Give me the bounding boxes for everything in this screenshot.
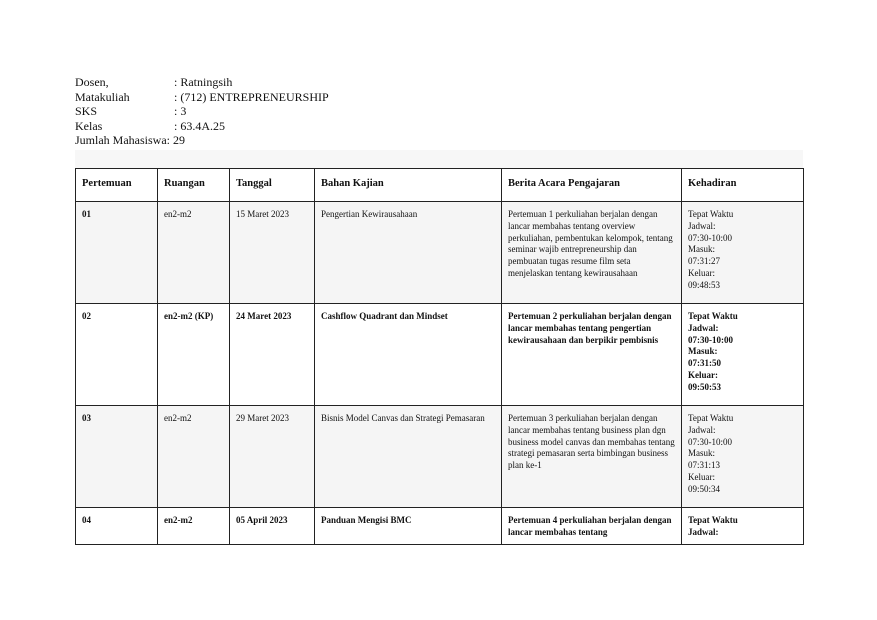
attendance-line: 07:30-10:00 bbox=[688, 436, 732, 447]
date: 15 Maret 2023 bbox=[230, 202, 315, 304]
table-row bbox=[76, 304, 804, 406]
info-row-credits bbox=[75, 104, 329, 119]
attendance-line: Masuk: bbox=[688, 448, 715, 459]
attendance-line: Tepat Waktu bbox=[688, 311, 738, 321]
info-value: : 29 bbox=[166, 133, 185, 148]
attendance-table bbox=[75, 168, 804, 545]
attendance bbox=[682, 202, 804, 304]
info-label: Kelas bbox=[75, 118, 103, 133]
attendance-line: Tepat Waktu bbox=[688, 515, 738, 525]
room: en2-m2 (KP) bbox=[158, 304, 230, 406]
room: en2-m2 bbox=[158, 202, 230, 304]
date: 24 Maret 2023 bbox=[230, 304, 315, 406]
info-label: Matakuliah bbox=[75, 89, 130, 104]
attendance bbox=[682, 304, 804, 406]
header-room: Ruangan bbox=[158, 169, 230, 202]
info-row-lecturer bbox=[75, 75, 329, 90]
info-value: : (712) ENTREPRENEURSHIP bbox=[174, 89, 329, 104]
info-row-course bbox=[75, 90, 329, 105]
attendance-line: 07:31:13 bbox=[688, 460, 721, 471]
attendance-line: 07:30-10:00 bbox=[688, 232, 732, 243]
info-value: : 63.4A.25 bbox=[174, 118, 225, 133]
date: 05 April 2023 bbox=[230, 508, 315, 545]
table-header-row bbox=[76, 169, 804, 202]
topic: Panduan Mengisi BMC bbox=[315, 508, 502, 545]
report: Pertemuan 3 perkuliahan berjalan dengan lancar membahas tentang business plan dgn business model canvas dan membahas tentang strategi pemasaran serta bimbingan business plan ke-1 bbox=[502, 406, 682, 508]
info-value: : Ratningsih bbox=[174, 75, 233, 89]
attendance-line: Masuk: bbox=[688, 244, 715, 255]
report: Pertemuan 1 perkuliahan berjalan dengan lancar membahas tentang overview perkuliahan, pembentukan kelompok, tentang seminar wajib entrepreneurship dan pembuatan tugas resume film seta menjelaskan tentang kewirausahaan bbox=[502, 202, 682, 304]
attendance bbox=[682, 508, 804, 545]
header-attendance: Kehadiran bbox=[682, 169, 804, 202]
header-date: Tanggal bbox=[230, 169, 315, 202]
table-row bbox=[76, 202, 804, 304]
table-row bbox=[76, 406, 804, 508]
header-shade bbox=[75, 150, 803, 168]
attendance-line: 09:48:53 bbox=[688, 279, 721, 290]
topic: Cashflow Quadrant dan Mindset bbox=[315, 304, 502, 406]
room: en2-m2 bbox=[158, 508, 230, 545]
meeting-number: 02 bbox=[76, 304, 158, 406]
course-info bbox=[75, 75, 329, 148]
attendance-line: 09:50:34 bbox=[688, 483, 721, 494]
table-row bbox=[76, 508, 804, 545]
topic: Bisnis Model Canvas dan Strategi Pemasaran bbox=[315, 406, 502, 508]
attendance-line: Jadwal: bbox=[688, 526, 719, 537]
attendance-line: 09:50:53 bbox=[688, 381, 721, 392]
attendance-line: 07:31:27 bbox=[688, 256, 721, 267]
report: Pertemuan 4 perkuliahan berjalan dengan lancar membahas tentang bbox=[502, 508, 682, 545]
header-topic: Bahan Kajian bbox=[315, 169, 502, 202]
attendance bbox=[682, 406, 804, 508]
attendance-line: Jadwal: bbox=[688, 424, 716, 435]
attendance-line: Jadwal: bbox=[688, 322, 719, 333]
attendance-line: 07:31:50 bbox=[688, 358, 721, 369]
attendance-line: 07:30-10:00 bbox=[688, 334, 733, 345]
meeting-number: 03 bbox=[76, 406, 158, 508]
attendance-line: Keluar: bbox=[688, 369, 718, 380]
meeting-number: 04 bbox=[76, 508, 158, 545]
info-label: SKS bbox=[75, 104, 98, 119]
attendance-line: Tepat Waktu bbox=[688, 413, 734, 423]
info-label: Dosen, bbox=[75, 75, 109, 89]
header-report: Berita Acara Pengajaran bbox=[502, 169, 682, 202]
info-row-student-count bbox=[75, 133, 329, 148]
room: en2-m2 bbox=[158, 406, 230, 508]
attendance-line: Keluar: bbox=[688, 471, 715, 482]
info-value: : 3 bbox=[174, 104, 187, 119]
attendance-line: Jadwal: bbox=[688, 220, 716, 231]
attendance-line: Masuk: bbox=[688, 346, 718, 357]
info-label: Jumlah Mahasiswa bbox=[75, 133, 167, 148]
header-meeting: Pertemuan bbox=[76, 169, 158, 202]
info-row-class bbox=[75, 119, 329, 134]
date: 29 Maret 2023 bbox=[230, 406, 315, 508]
attendance-line: Tepat Waktu bbox=[688, 209, 734, 219]
meeting-number: 01 bbox=[76, 202, 158, 304]
topic: Pengertian Kewirausahaan bbox=[315, 202, 502, 304]
attendance-line: Keluar: bbox=[688, 267, 715, 278]
report: Pertemuan 2 perkuliahan berjalan dengan lancar membahas tentang pengertian kewirausahaan dan berpikir pembisnis bbox=[502, 304, 682, 406]
